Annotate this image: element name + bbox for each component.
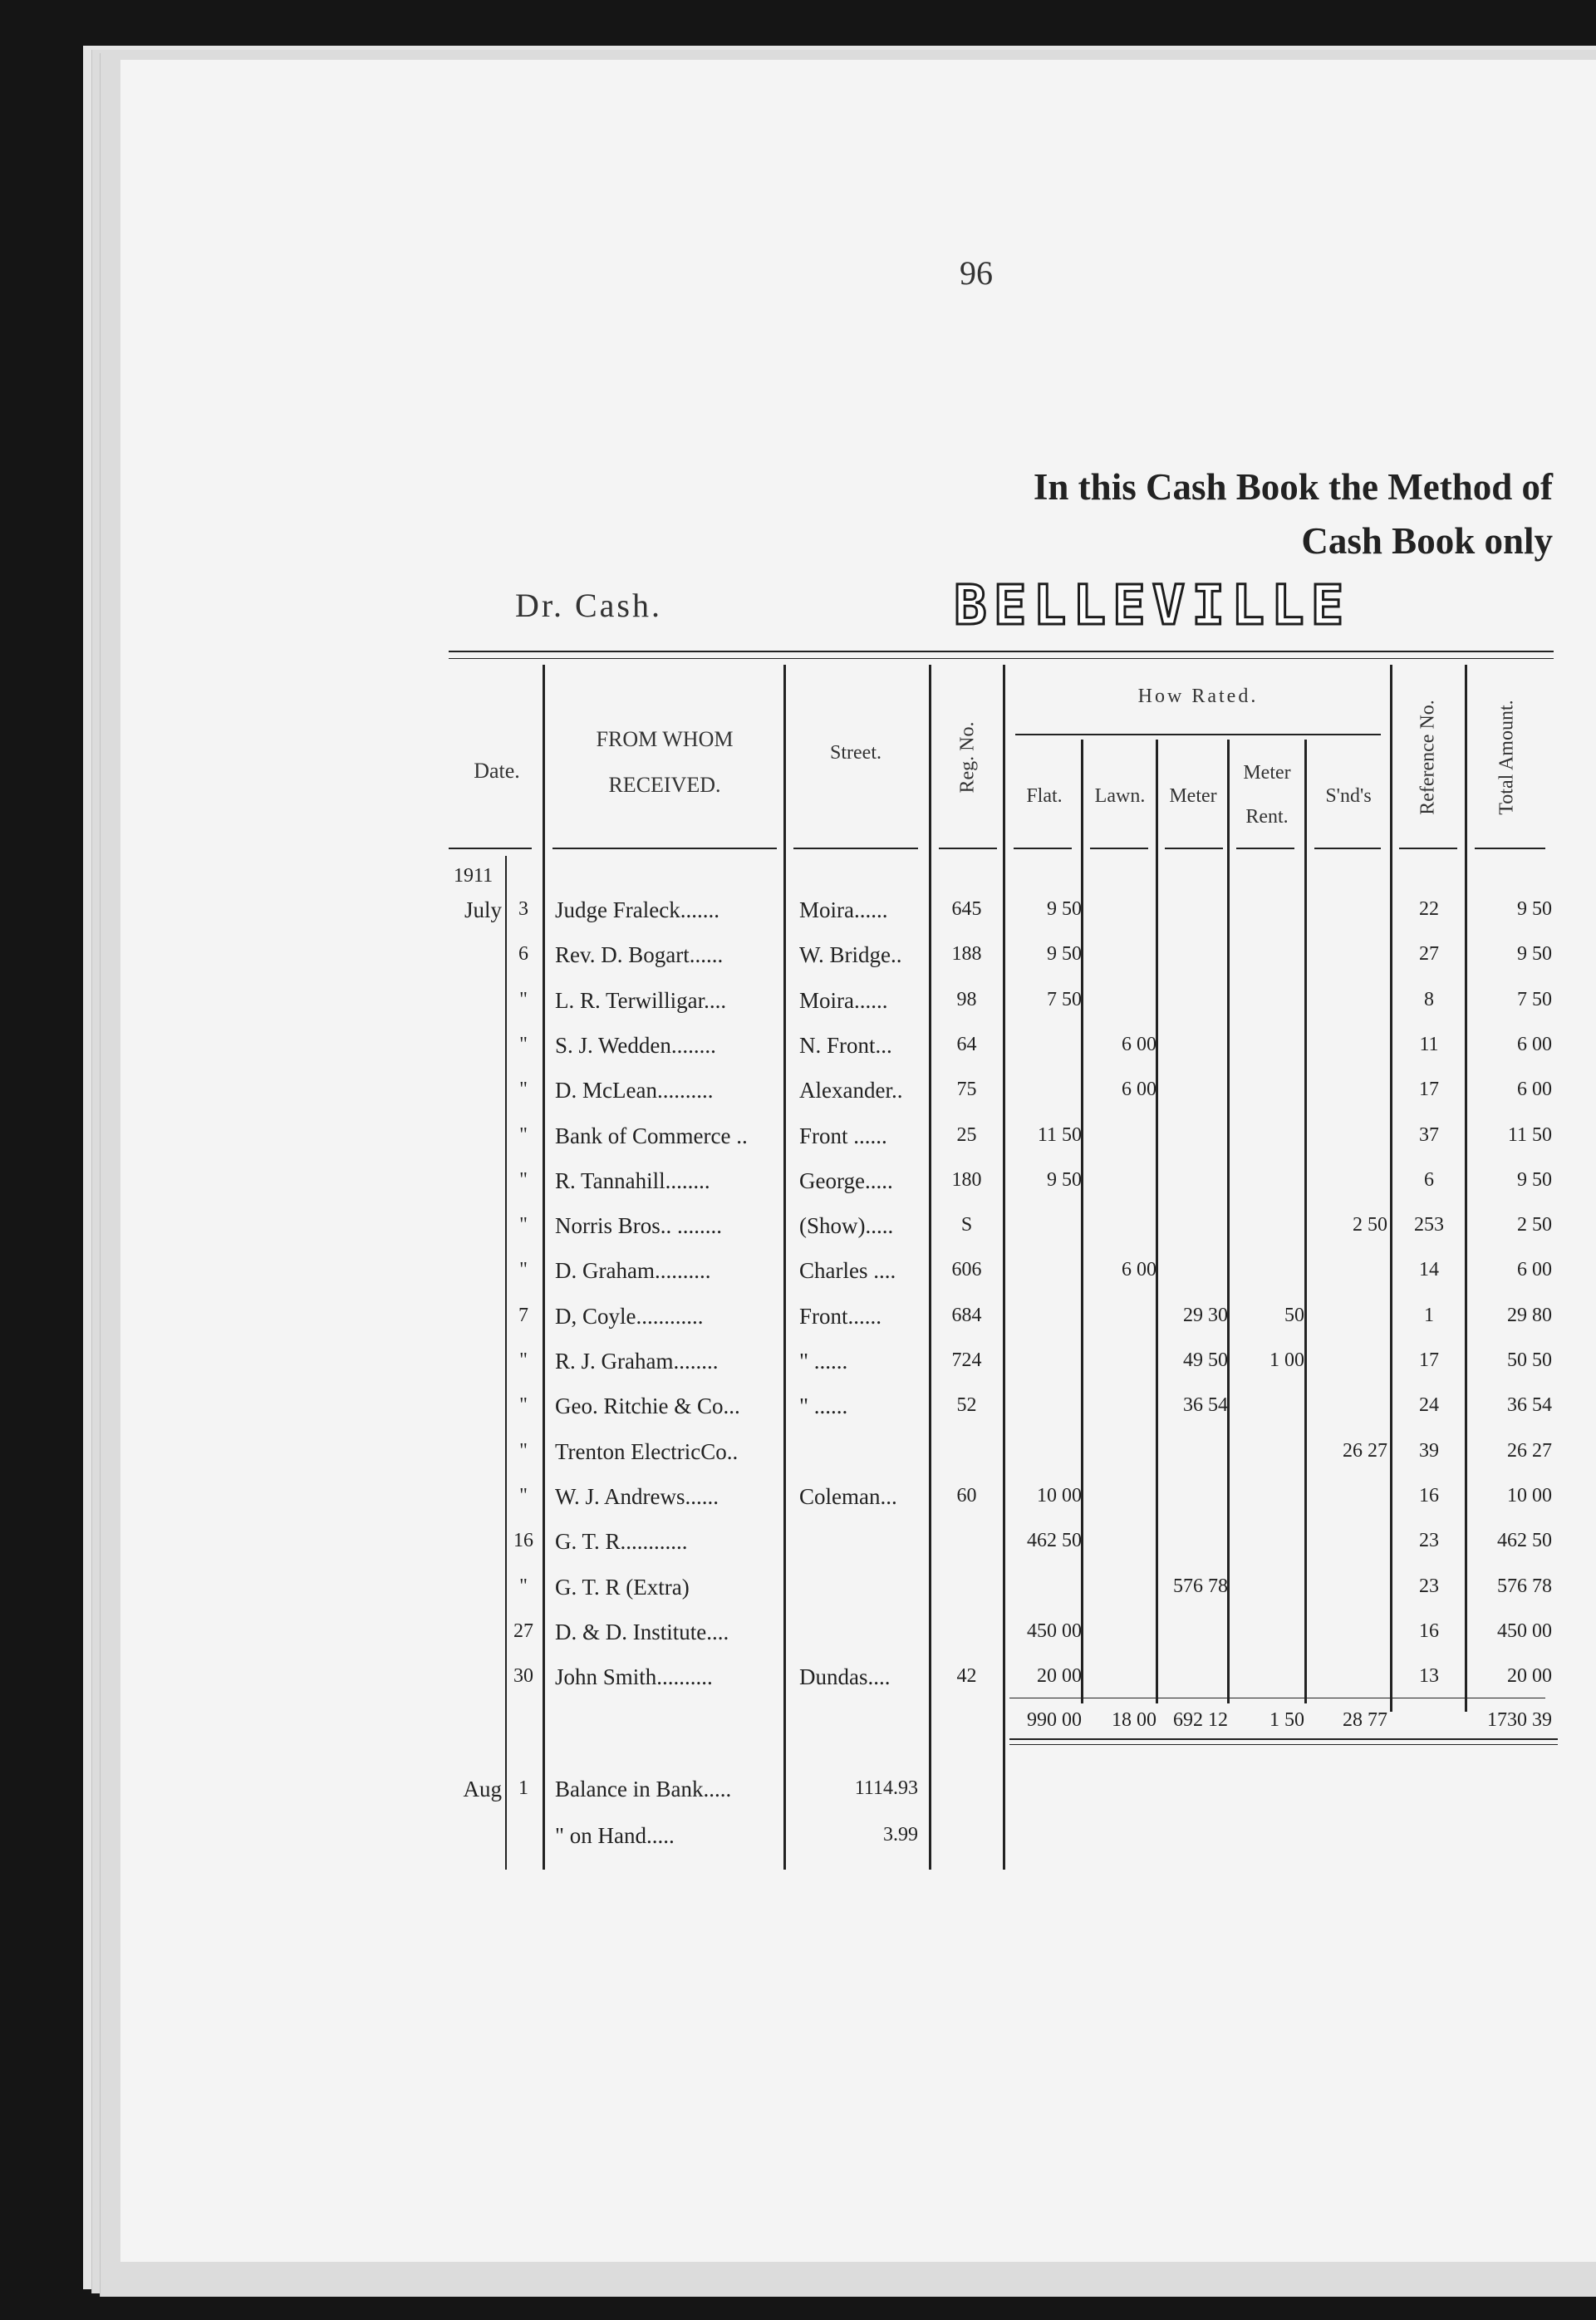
column-divider: [783, 665, 786, 1870]
table-top-rule: [449, 658, 1554, 659]
cell-street: " ......: [799, 1349, 848, 1374]
header-total-amount: Total Amount.: [1495, 700, 1518, 815]
cell-meter: 36 54: [1183, 1394, 1228, 1417]
cell-total: 7 50: [1517, 988, 1552, 1010]
cell-day: ": [519, 1214, 528, 1236]
cell-reg: 645: [951, 898, 982, 920]
cell-day: ": [519, 1259, 528, 1281]
cell-name: D, Coyle............: [555, 1303, 704, 1329]
cell-meter: 49 50: [1183, 1349, 1228, 1371]
header-bottom-rule: [1399, 848, 1457, 849]
balance-month: Aug: [463, 1777, 502, 1801]
cell-flat: 9 50: [1047, 1168, 1082, 1191]
cell-ref: 37: [1419, 1123, 1439, 1146]
cell-name: Norris Bros.. ........: [555, 1213, 722, 1239]
cell-reg: 52: [956, 1394, 977, 1417]
header-from-line-2: RECEIVED.: [608, 773, 721, 797]
cell-mrent: 50: [1284, 1304, 1304, 1326]
cell-reg: 42: [956, 1665, 977, 1688]
total-total: 1730 39: [1487, 1709, 1552, 1731]
cell-meter: 576 78: [1173, 1575, 1228, 1597]
cell-total: 462 50: [1497, 1530, 1552, 1552]
header-bottom-rule: [793, 848, 918, 849]
cell-reg: 98: [956, 988, 977, 1010]
cell-reg: 188: [951, 943, 982, 966]
cell-flat: 462 50: [1027, 1530, 1082, 1552]
cell-street: Moira......: [799, 987, 888, 1013]
cell-name: L. R. Terwilligar....: [555, 987, 727, 1013]
header-bottom-rule: [1090, 848, 1148, 849]
cell-street: Moira......: [799, 897, 888, 922]
cell-day: ": [519, 1439, 528, 1462]
cell-ref: 1: [1424, 1304, 1434, 1326]
cell-flat: 7 50: [1047, 988, 1082, 1010]
cell-ref: 39: [1419, 1439, 1439, 1462]
balance-name: Balance in Bank.....: [555, 1777, 732, 1801]
cell-total: 10 00: [1507, 1484, 1552, 1507]
cell-name: D. McLean..........: [555, 1078, 714, 1103]
cell-reg: 60: [956, 1484, 977, 1507]
cell-ref: 16: [1419, 1484, 1439, 1507]
cell-ref: 8: [1424, 988, 1434, 1010]
cell-total: 36 54: [1507, 1394, 1552, 1417]
cell-name: Trenton ElectricCo..: [555, 1438, 739, 1464]
header-bottom-rule: [552, 848, 777, 849]
cell-name: W. J. Andrews......: [555, 1483, 719, 1509]
header-reference-no: Reference No.: [1417, 700, 1439, 815]
column-divider: [1156, 740, 1158, 1703]
balance-amount: 1114.93: [854, 1777, 918, 1799]
cell-day: 30: [513, 1665, 533, 1688]
header-lawn: Lawn.: [1094, 785, 1146, 807]
total-snds: 28 77: [1343, 1709, 1387, 1731]
cell-total: 576 78: [1497, 1575, 1552, 1597]
cell-ref: 22: [1419, 898, 1439, 920]
cell-name: Rev. D. Bogart......: [555, 942, 724, 968]
cell-reg: 75: [956, 1079, 977, 1101]
cell-flat: 9 50: [1047, 898, 1082, 920]
cell-name: Geo. Ritchie & Co...: [555, 1393, 740, 1419]
cell-reg: 684: [951, 1304, 982, 1326]
cell-street: Dundas....: [799, 1664, 891, 1690]
header-bottom-rule: [1014, 848, 1072, 849]
total-mrent: 1 50: [1269, 1709, 1304, 1731]
table-top-rule: [449, 651, 1554, 652]
column-divider: [1304, 740, 1307, 1703]
cell-mrent: 1 00: [1269, 1349, 1304, 1371]
page-title: BELLEVILLE: [954, 573, 1351, 637]
year-label: 1911: [454, 865, 494, 887]
cell-day: ": [519, 1079, 528, 1101]
cell-ref: 23: [1419, 1575, 1439, 1597]
header-flat: Flat.: [1026, 785, 1063, 807]
cell-day: 7: [518, 1304, 528, 1326]
column-divider: [1227, 740, 1230, 1703]
cell-name: D. Graham..........: [555, 1258, 711, 1284]
cell-total: 20 00: [1507, 1665, 1552, 1688]
cell-street: W. Bridge..: [799, 942, 902, 968]
total-meter: 692 12: [1173, 1709, 1228, 1731]
cell-total: 6 00: [1517, 1079, 1552, 1101]
header-meter-rent-line-2: Rent.: [1245, 806, 1289, 828]
cell-name: G. T. R............: [555, 1529, 688, 1555]
header-reg-no: Reg. No.: [956, 721, 979, 794]
cell-name: Bank of Commerce ..: [555, 1123, 748, 1148]
cell-street: George.....: [799, 1167, 893, 1193]
column-divider: [1081, 740, 1083, 1703]
how-rated-rule: [1015, 734, 1381, 735]
column-divider: [1003, 665, 1005, 1870]
total-lawn: 18 00: [1112, 1709, 1156, 1731]
balance-amount: 3.99: [883, 1824, 918, 1846]
header-street: Street.: [830, 742, 881, 764]
header-bottom-rule: [1475, 848, 1545, 849]
cell-name: Judge Fraleck.......: [555, 897, 719, 922]
cell-total: 9 50: [1517, 898, 1552, 920]
cell-total: 9 50: [1517, 943, 1552, 966]
cell-ref: 13: [1419, 1665, 1439, 1688]
header-snds: S'nd's: [1325, 785, 1372, 807]
cell-street: Front......: [799, 1303, 882, 1329]
cell-total: 450 00: [1497, 1620, 1552, 1642]
balance-name: " on Hand.....: [555, 1823, 675, 1848]
cell-name: S. J. Wedden........: [555, 1032, 716, 1058]
headline-line-2: Cash Book only: [1301, 520, 1553, 562]
cell-total: 2 50: [1517, 1214, 1552, 1236]
cell-total: 11 50: [1507, 1123, 1552, 1146]
cell-name: G. T. R (Extra): [555, 1574, 690, 1600]
cell-snds: 2 50: [1353, 1214, 1387, 1236]
header-from-line-1: FROM WHOM: [596, 727, 734, 751]
totals-rule: [1009, 1744, 1558, 1745]
cell-ref: 17: [1419, 1349, 1439, 1371]
cell-total: 6 00: [1517, 1259, 1552, 1281]
header-bottom-rule: [1236, 848, 1294, 849]
cell-street: Coleman...: [799, 1483, 897, 1509]
cell-reg: 180: [951, 1168, 982, 1191]
cell-name: John Smith..........: [555, 1664, 713, 1690]
cell-flat: 9 50: [1047, 943, 1082, 966]
cell-flat: 20 00: [1037, 1665, 1082, 1688]
cell-total: 29 80: [1507, 1304, 1552, 1326]
cell-name: D. & D. Institute....: [555, 1619, 729, 1644]
cell-street: " ......: [799, 1393, 848, 1419]
cell-ref: 253: [1414, 1214, 1444, 1236]
cell-street: Charles ....: [799, 1258, 896, 1284]
cell-lawn: 6 00: [1122, 1259, 1156, 1281]
cell-total: 6 00: [1517, 1033, 1552, 1055]
cell-day: 3: [518, 898, 528, 920]
header-bottom-rule: [1165, 848, 1223, 849]
cell-reg: 64: [956, 1033, 977, 1055]
totals-rule: [1009, 1738, 1558, 1740]
cell-day: ": [519, 1168, 528, 1191]
header-meter: Meter: [1169, 785, 1217, 807]
total-flat: 990 00: [1027, 1709, 1082, 1731]
cell-street: N. Front...: [799, 1032, 892, 1058]
cell-day: ": [519, 1575, 528, 1597]
cell-lawn: 6 00: [1122, 1079, 1156, 1101]
cell-day: 27: [513, 1620, 533, 1642]
cell-reg: 25: [956, 1123, 977, 1146]
dr-cash-caption: Dr. Cash.: [515, 587, 662, 624]
cell-reg: 606: [951, 1259, 982, 1281]
cell-ref: 14: [1419, 1259, 1439, 1281]
cell-day: ": [519, 1349, 528, 1371]
balance-day: 1: [518, 1777, 528, 1799]
cell-street: Alexander..: [799, 1078, 903, 1103]
header-bottom-rule: [939, 848, 997, 849]
header-meter-rent-line-1: Meter: [1243, 762, 1291, 784]
cell-ref: 17: [1419, 1079, 1439, 1101]
cell-name: R. Tannahill........: [555, 1167, 710, 1193]
header-date: Date.: [474, 759, 520, 783]
cell-day: ": [519, 1484, 528, 1507]
page-number: 96: [960, 254, 993, 292]
cell-total: 26 27: [1507, 1439, 1552, 1462]
cell-ref: 24: [1419, 1394, 1439, 1417]
header-how-rated: How Rated.: [1137, 686, 1259, 707]
header-bottom-rule: [449, 848, 532, 849]
cell-day: ": [519, 1033, 528, 1055]
cell-meter: 29 30: [1183, 1304, 1228, 1326]
cell-ref: 6: [1424, 1168, 1434, 1191]
cell-day: 16: [513, 1530, 533, 1552]
cell-flat: 450 00: [1027, 1620, 1082, 1642]
cell-street: Front ......: [799, 1123, 887, 1148]
cell-day: ": [519, 1394, 528, 1417]
cell-ref: 16: [1419, 1620, 1439, 1642]
cell-day: ": [519, 988, 528, 1010]
cell-day: ": [519, 1123, 528, 1146]
cell-month: July: [464, 897, 502, 922]
cell-reg: S: [960, 1214, 973, 1236]
cell-reg: 724: [951, 1349, 982, 1371]
cell-flat: 10 00: [1037, 1484, 1082, 1507]
cell-ref: 11: [1419, 1033, 1439, 1055]
cell-total: 9 50: [1517, 1168, 1552, 1191]
cell-total: 50 50: [1507, 1349, 1552, 1371]
cell-snds: 26 27: [1343, 1439, 1387, 1462]
cell-ref: 23: [1419, 1530, 1439, 1552]
ledger-page: [120, 60, 1596, 2262]
cell-day: 6: [518, 943, 528, 966]
headline-line-1: In this Cash Book the Method of: [1033, 466, 1553, 508]
cell-flat: 11 50: [1037, 1123, 1082, 1146]
cell-name: R. J. Graham........: [555, 1349, 719, 1374]
cell-lawn: 6 00: [1122, 1033, 1156, 1055]
cell-street: (Show).....: [799, 1213, 894, 1239]
column-divider: [543, 665, 545, 1870]
header-bottom-rule: [1314, 848, 1381, 849]
cell-ref: 27: [1419, 943, 1439, 966]
